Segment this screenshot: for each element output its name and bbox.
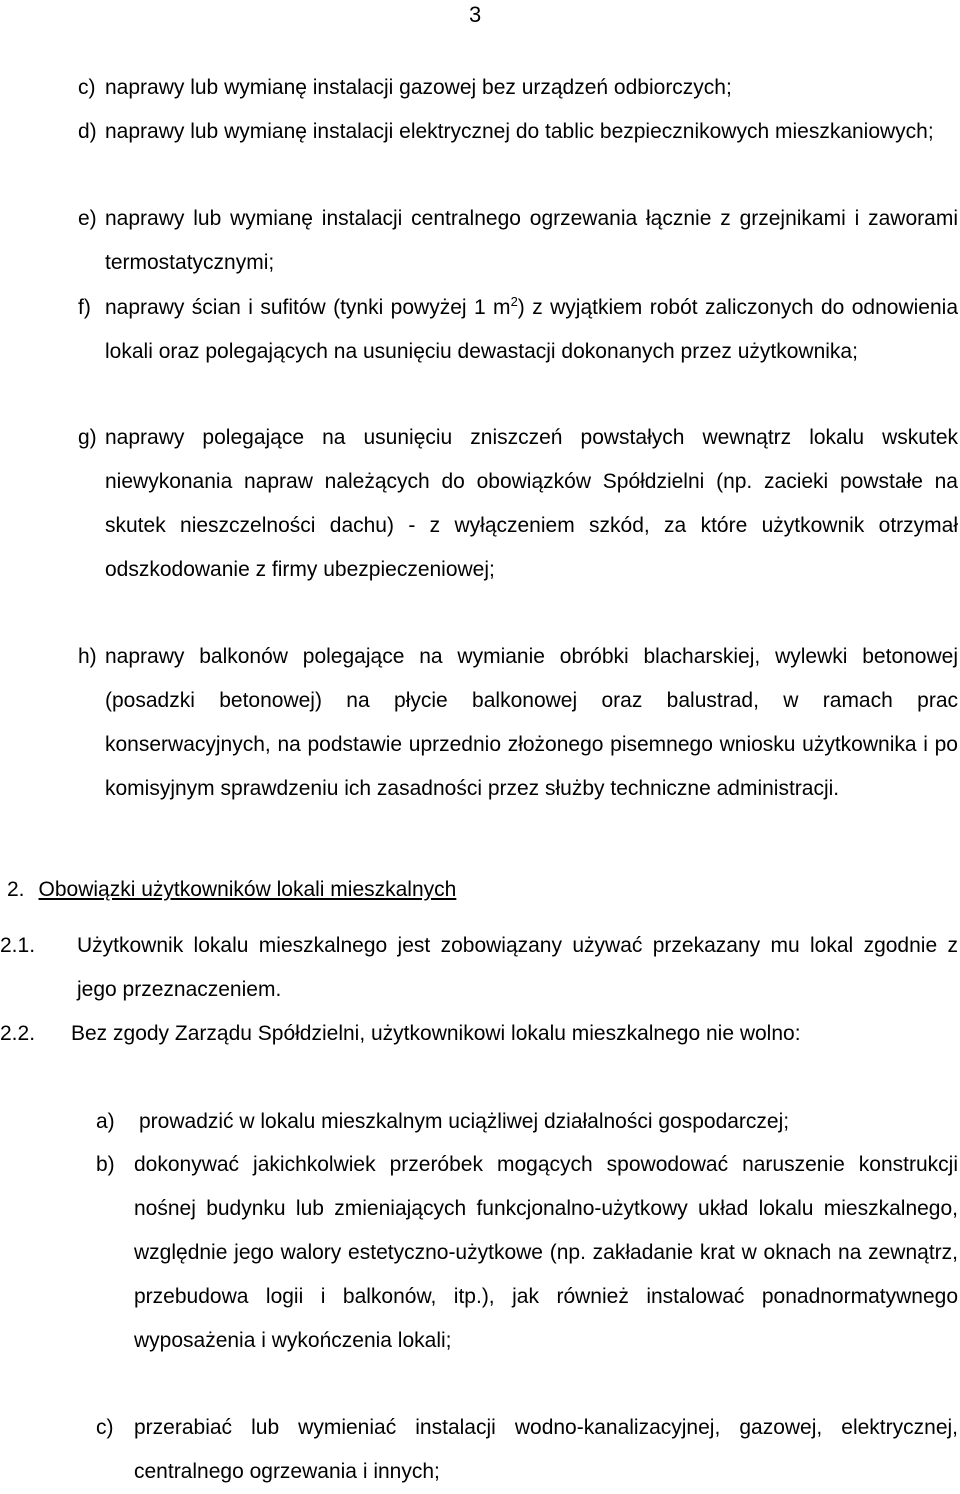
list-item-d xyxy=(78,110,958,154)
section-heading xyxy=(7,868,456,912)
sub-item-b xyxy=(96,1143,958,1363)
subsection-text: Użytkownik lokalu mieszkalnego jest zobowiązany używać przekazany mu lokal zgodnie z jego przeznaczeniem. xyxy=(77,934,958,1001)
sub-item-text: dokonywać jakichkolwiek przeróbek mogących spowodować naruszenie konstrukcji nośnej budynku lub zmieniających funkcjonalno-użytkowy układ lokalu mieszkalnego, względnie jego walory estetyczno-użytkowe (np. zakładanie krat w oknach na zewnątrz, przebudowa logii i balkonów, itp.), jak również instalować ponadnormatywnego wyposażenia i wykończenia lokali; xyxy=(134,1153,958,1352)
subsection-2-2 xyxy=(0,1012,958,1056)
list-item-e xyxy=(78,197,958,285)
list-label: d) xyxy=(78,120,97,143)
subsection-2-1 xyxy=(0,924,958,1012)
sub-item-a xyxy=(96,1100,958,1144)
subsection-number: 2.2. xyxy=(0,1022,36,1045)
list-text: naprawy polegające na usunięciu zniszczeń powstałych wewnątrz lokalu wskutek niewykonania napraw należących do obowiązków Spółdzielni (np. zacieki powstałe na skutek nieszczelności dachu) - z wyłączeniem szkód, za które użytkownik otrzymał odszkodowanie z firmy ubezpieczeniowej; xyxy=(105,426,958,581)
sub-item-text: prowadzić w lokalu mieszkalnym uciążliwej działalności gospodarczej; xyxy=(139,1110,790,1133)
section-number: 2. xyxy=(7,878,25,901)
list-text xyxy=(78,286,958,374)
sub-item-label: b) xyxy=(96,1153,115,1176)
list-item-g xyxy=(78,416,958,592)
superscript: 2 xyxy=(510,294,518,309)
list-label: h) xyxy=(78,645,97,668)
sub-item-text: przerabiać lub wymieniać instalacji wodno-kanalizacyjnej, gazowej, elektrycznej, centralnego ogrzewania i innych; xyxy=(134,1416,958,1483)
list-text: naprawy balkonów polegające na wymianie obróbki blacharskiej, wylewki betonowej (posadzki betonowej) na płycie balkonowej oraz balustrad, w ramach prac konserwacyjnych, na podstawie uprzednio złożonego pisemnego wniosku użytkownika i po komisyjnym sprawdzeniu ich zasadności przez służby techniczne administracji. xyxy=(105,645,958,800)
list-text: naprawy lub wymianę instalacji gazowej bez urządzeń odbiorczych; xyxy=(105,76,732,99)
list-label: g) xyxy=(78,426,97,449)
page-number: 3 xyxy=(469,2,482,27)
list-label: c) xyxy=(78,76,96,99)
sub-item-c xyxy=(96,1406,958,1494)
sub-item-label: c) xyxy=(96,1416,114,1439)
section-title: Obowiązki użytkowników lokali mieszkalnych xyxy=(38,878,457,901)
subsection-text xyxy=(0,1012,958,1056)
list-text: naprawy lub wymianę instalacji centralnego ogrzewania łącznie z grzejnikami i zaworami termostatycznymi; xyxy=(105,207,958,274)
list-item-c xyxy=(78,66,958,110)
list-text: naprawy lub wymianę instalacji elektrycznej do tablic bezpiecznikowych mieszkaniowych; xyxy=(105,120,934,143)
subsection-number: 2.1. xyxy=(0,934,36,957)
subsection-text-body: Bez zgody Zarządu Spółdzielni, użytkownikowi lokalu mieszkalnego nie wolno: xyxy=(71,1022,801,1045)
list-item-f xyxy=(78,286,958,374)
list-text-part: naprawy ścian i sufitów (tynki powyżej 1 m xyxy=(105,296,511,319)
sub-item-label: a) xyxy=(96,1110,115,1133)
list-text-part: ) z wyjątkiem robót zaliczonych do odnowienia lokali oraz polegających na usunięciu dewastacji dokonanych przez użytkownika; xyxy=(105,296,958,363)
list-label: e) xyxy=(78,207,97,230)
list-item-h xyxy=(78,635,958,811)
list-label: f) xyxy=(78,296,91,319)
